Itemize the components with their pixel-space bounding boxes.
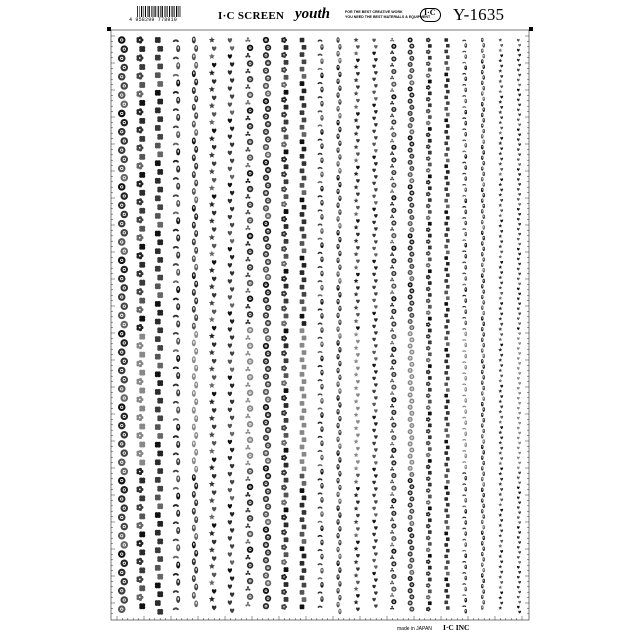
butterfly-icon-column (281, 37, 288, 610)
screentone-sheet (107, 0, 533, 640)
rose-icon-column (118, 36, 128, 613)
made-in-label: made in JAPAN (397, 626, 432, 632)
brand-name: I·C SCREEN (218, 10, 285, 22)
blossom-icon-column (481, 38, 485, 610)
berry-icon-column (245, 37, 253, 606)
sun-flower-icon-column (408, 37, 415, 611)
bow-icon-column (444, 38, 449, 610)
tagline-line-1: FOR THE BEST CREATIVE WORK (345, 10, 403, 14)
sheet-border (111, 30, 529, 620)
corner-mark-top-right (529, 27, 533, 31)
series-name: youth (295, 6, 331, 22)
barcode-number: 4 958299 778910 (129, 17, 178, 23)
clover-cross-icon-column (517, 39, 521, 614)
four-petal-icon-column (354, 37, 360, 611)
clover-icon-column (263, 37, 271, 609)
ruler-right (525, 36, 529, 614)
product-code: Y-1635 (453, 5, 505, 24)
company-name: I·C INC (443, 623, 470, 632)
logo-mark-icon: I·C (424, 8, 436, 17)
tulip-icon-column (192, 37, 198, 608)
poppy-icon-column (498, 38, 503, 610)
pattern-area (118, 36, 521, 615)
leaf-sprig-icon-column (209, 37, 217, 611)
violet-icon-column (426, 38, 432, 612)
dot-flower-icon-column (136, 36, 145, 609)
star-flower-icon-column (228, 38, 235, 613)
pansy-icon-column (172, 39, 180, 611)
barcode (137, 6, 180, 17)
tagline-line-2: YOU NEED THE BEST MATERIALS & EQUIPMENT (345, 15, 431, 19)
bud-icon-column (317, 39, 323, 608)
daisy-icon-column (155, 37, 163, 615)
heart-icon-column (300, 38, 307, 610)
ruler-bottom (117, 616, 522, 620)
twig-icon-column (390, 38, 396, 610)
ivy-icon-column (462, 39, 467, 613)
ruler-left (111, 36, 115, 614)
cherry-blossom-icon-column (336, 37, 341, 614)
heart-leaf-icon-column (372, 38, 377, 608)
sheet-graphic (107, 0, 533, 640)
corner-mark-top-left (107, 27, 111, 31)
